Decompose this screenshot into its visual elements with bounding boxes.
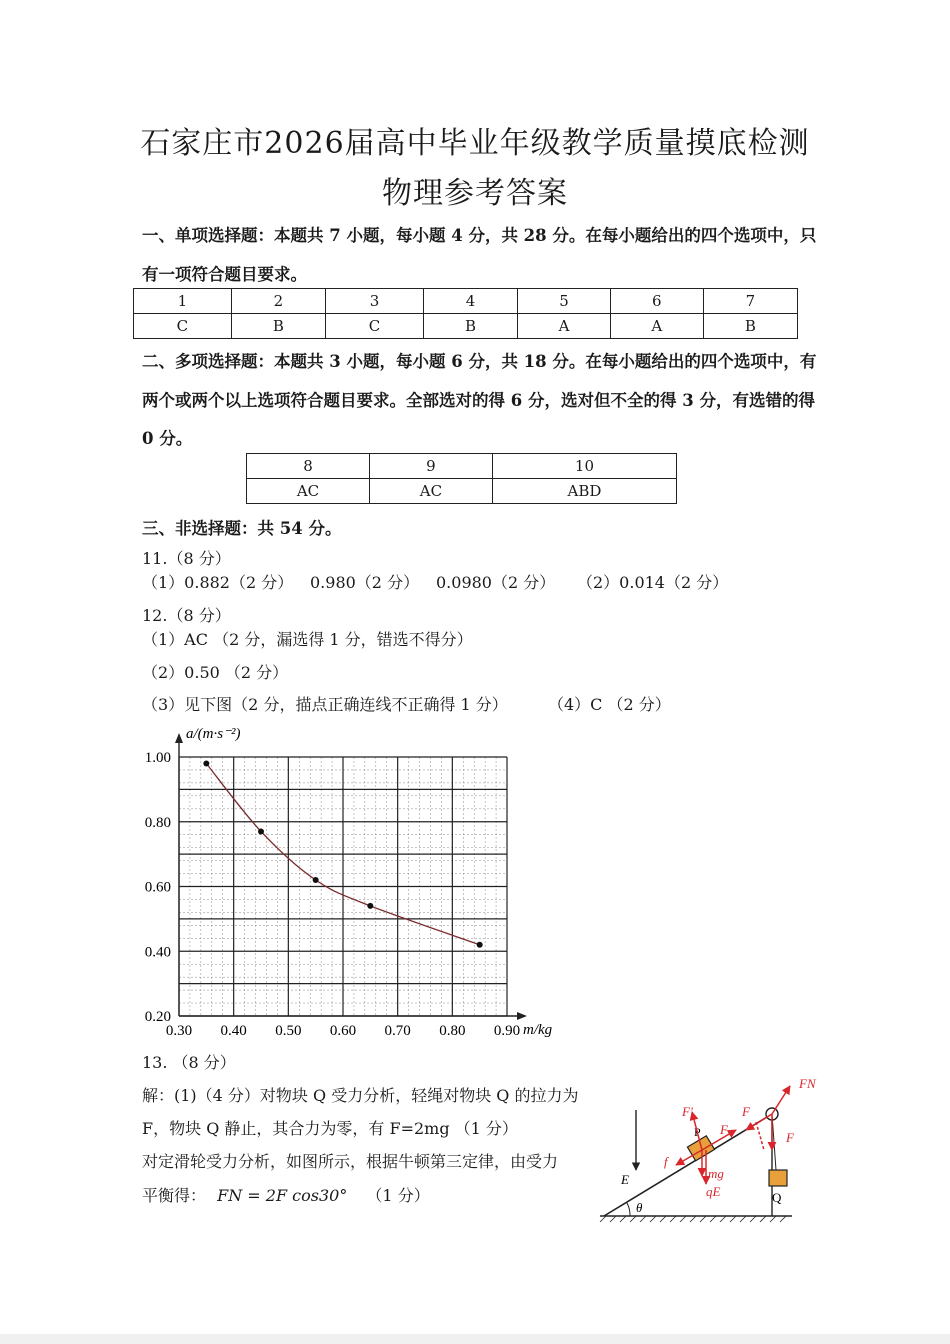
q11-part2: 0.980（2 分）: [310, 573, 420, 592]
friction-label: f: [664, 1154, 668, 1169]
chart-axes: [175, 733, 527, 1020]
f-label-top: F: [742, 1104, 750, 1119]
answer-cell: AC: [247, 479, 370, 504]
f-label-mid: F: [720, 1122, 728, 1137]
x-tick-label: 0.30: [165, 1023, 193, 1039]
f-label-right: F: [786, 1130, 794, 1145]
section2-line1: 二、多项选择题：本题共 3 小题，每小题 6 分，共 18 分。在每小题给出的四个选项中，有: [142, 352, 817, 371]
question-number-cell: 9: [369, 454, 492, 479]
answer-cell: A: [518, 314, 611, 339]
table-row: [134, 289, 798, 314]
question-number-cell: 8: [247, 454, 370, 479]
p-label: P: [694, 1125, 701, 1139]
q13-line3: 对定滑轮受力分析，如图所示，根据牛顿第三定律，由受力: [142, 1152, 559, 1171]
theta-label: θ: [636, 1200, 643, 1215]
multi-choice-answer-table: [246, 453, 677, 504]
answer-cell: C: [134, 314, 232, 339]
single-choice-answer-table: [133, 288, 798, 339]
y-axis-label: a/(m·s⁻²): [186, 726, 241, 742]
table-row: [134, 314, 798, 339]
data-points: [203, 760, 482, 947]
chart-major-grid: [179, 757, 507, 1016]
block-q: [769, 1170, 787, 1186]
q12-part2: （2）0.50 （2 分）: [142, 663, 289, 682]
question-number-cell: 10: [492, 454, 676, 479]
x-tick-label: 0.90: [493, 1023, 521, 1039]
question-number-cell: 1: [134, 289, 232, 314]
q11-part1: （1）0.882（2 分）: [142, 573, 294, 592]
q13-heading: 13. （8 分）: [142, 1053, 236, 1072]
y-tick-label: 1.00: [144, 750, 171, 766]
question-number-cell: 6: [610, 289, 703, 314]
q12-part1: （1）AC （2 分，漏选得 1 分，错选不得分）: [142, 630, 473, 649]
tick-labels: [145, 750, 520, 1039]
question-number-cell: 5: [518, 289, 611, 314]
data-point: [203, 760, 209, 766]
question-number-cell: 7: [703, 289, 797, 314]
q12-part4: （4）C （2 分）: [548, 695, 671, 714]
q12-heading: 12.（8 分）: [142, 606, 231, 625]
y-tick-label: 0.40: [144, 944, 171, 961]
fn-equation: FN = 2F cos30°: [217, 1186, 348, 1205]
force-diagram: [596, 1070, 836, 1225]
table-row: [247, 454, 677, 479]
section2-line2: 两个或两个以上选项符合题目要求。全部选对的得 6 分，选对但不全的得 3 分，有选错的得: [142, 391, 815, 410]
x-tick-label: 0.40: [220, 1023, 247, 1039]
y-axis-arrow: [175, 733, 183, 743]
q13-line4-lead: 平衡得：: [142, 1186, 207, 1205]
q11-part3: 0.0980（2 分）: [436, 573, 556, 592]
answer-cell: C: [326, 314, 424, 339]
q13-line4-score: （1 分）: [366, 1186, 430, 1205]
answer-cell: B: [423, 314, 517, 339]
answer-cell: AC: [369, 479, 492, 504]
answer-cell: B: [703, 314, 797, 339]
chart-minor-grid: [179, 757, 507, 1016]
x-tick-label: 0.60: [329, 1023, 357, 1039]
data-point: [313, 877, 319, 883]
x-axis-label: m/kg: [523, 1022, 553, 1038]
data-point: [367, 903, 373, 909]
force-labels: [664, 1076, 817, 1199]
x-axis-arrow: [517, 1012, 527, 1020]
mg-label: mg: [708, 1166, 724, 1181]
q13-line2: F，物块 Q 静止，其合力为零，有 F=2mg （1 分）: [142, 1119, 518, 1138]
answer-cell: A: [610, 314, 703, 339]
data-point: [477, 942, 483, 948]
page-title: 石家庄市2026届高中毕业年级教学质量摸底检测: [140, 126, 810, 161]
q13-line1: 解：(1)（4 分）对物块 Q 受力分析，轻绳对物块 Q 的拉力为: [142, 1086, 579, 1105]
q11-part4: （2）0.014（2 分）: [577, 573, 729, 592]
q12-part3: （3）见下图（2 分，描点正确连线不正确得 1 分）: [142, 695, 508, 714]
section2-line3: 0 分。: [142, 429, 193, 448]
page-subtitle: 物理参考答案: [382, 176, 568, 211]
x-tick-label: 0.70: [384, 1023, 411, 1039]
x-tick-label: 0.80: [439, 1023, 466, 1039]
table-row: [247, 479, 677, 504]
y-tick-label: 0.60: [144, 879, 171, 896]
x-tick-label: 0.50: [275, 1023, 302, 1039]
fn-label: FN: [799, 1076, 816, 1091]
data-point: [258, 828, 264, 834]
y-tick-label: 0.80: [144, 814, 171, 831]
q-label: Q: [772, 1190, 782, 1205]
answer-cell: ABD: [492, 479, 676, 504]
f-prime-label: F': [682, 1104, 693, 1119]
q11-heading: 11.（8 分）: [142, 549, 231, 568]
qe-label: qE: [706, 1184, 721, 1199]
question-number-cell: 4: [423, 289, 517, 314]
q13-line4: [142, 1183, 430, 1206]
section3-heading: 三、非选择题：共 54 分。: [142, 519, 342, 538]
y-tick-label: 0.20: [144, 1009, 171, 1025]
section1-line1: 一、单项选择题：本题共 7 小题，每小题 4 分，共 28 分。在每小题给出的四个选项中，只: [142, 226, 817, 245]
question-number-cell: 3: [326, 289, 424, 314]
answer-cell: B: [231, 314, 325, 339]
e-label: E: [621, 1172, 629, 1187]
page-bottom-strip: [0, 1334, 950, 1344]
fit-curve: [206, 763, 479, 944]
question-number-cell: 2: [231, 289, 325, 314]
ground: [600, 1216, 792, 1222]
section1-line2: 有一项符合题目要求。: [142, 265, 307, 284]
